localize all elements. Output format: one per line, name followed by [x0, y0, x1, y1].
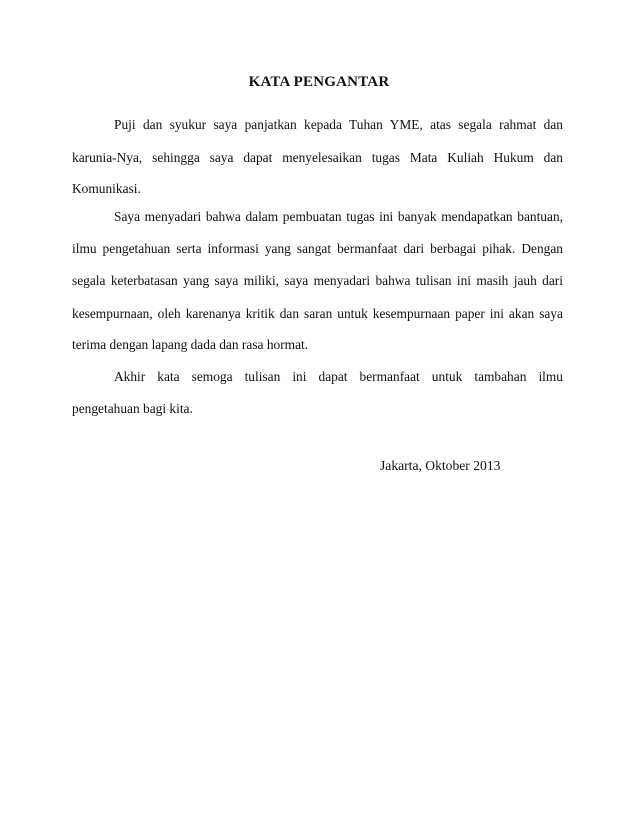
- paragraph-1-line-1: Puji dan syukur saya panjatkan kepada Tuhan YME, atas segala rahmat dan: [114, 117, 563, 132]
- paragraph-1-line-2: karunia-Nya, sehingga saya dapat menyelesaikan tugas Mata Kuliah Hukum dan: [72, 150, 563, 165]
- signoff-place-date: Jakarta, Oktober 2013: [380, 458, 501, 473]
- paragraph-2-line-3: segala keterbatasan yang saya miliki, saya menyadari bahwa tulisan ini masih jauh dari: [72, 273, 563, 288]
- page-title: KATA PENGANTAR: [248, 74, 390, 90]
- paragraph-2-line-5: terima dengan lapang dada dan rasa hormat.: [72, 337, 309, 352]
- paragraph-2-line-4: kesempurnaan, oleh karenanya kritik dan saran untuk kesempurnaan paper ini akan saya: [72, 306, 563, 321]
- paragraph-3-line-2: pengetahuan bagi kita.: [72, 401, 193, 416]
- paragraph-2-line-1: Saya menyadari bahwa dalam pembuatan tugas ini banyak mendapatkan bantuan,: [114, 209, 563, 224]
- paragraph-3-line-1: Akhir kata semoga tulisan ini dapat bermanfaat untuk tambahan ilmu: [114, 369, 563, 384]
- paragraph-1-line-3: Komunikasi.: [72, 181, 141, 196]
- paragraph-2-line-2: ilmu pengetahuan serta informasi yang sangat bermanfaat dari berbagai pihak. Dengan: [72, 241, 563, 256]
